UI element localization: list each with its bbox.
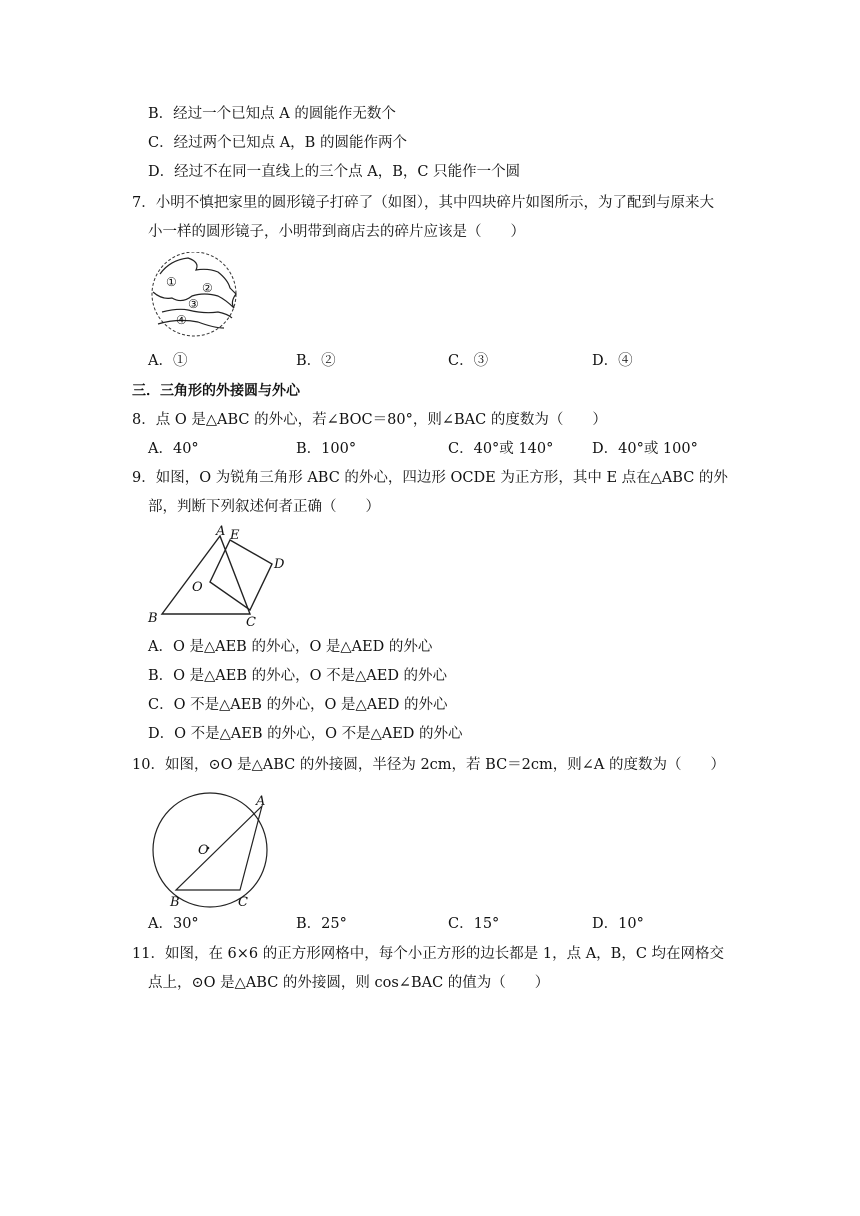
- section-3-title: 三．三角形的外接圆与外心: [132, 383, 300, 399]
- q9-option-c: C．O 不是△AEB 的外心，O 是△AED 的外心: [148, 697, 448, 713]
- q8-option-a: A．40°: [148, 441, 199, 457]
- q9-option-d: D．O 不是△AEB 的外心，O 不是△AED 的外心: [148, 726, 463, 742]
- q10-label-o: O: [198, 843, 209, 858]
- q10-option-c: C．15°: [448, 916, 500, 932]
- q6-option-d: D．经过不在同一直线上的三个点 A，B，C 只能作一个圆: [148, 164, 521, 180]
- q8-option-d: D．40°或 100°: [592, 441, 698, 457]
- q8-option-b: B．100°: [296, 441, 357, 457]
- q10-label-b: B: [170, 895, 180, 910]
- q10-option-a: A．30°: [148, 916, 199, 932]
- q9-stem-line1: 9．如图，O 为锐角三角形 ABC 的外心，四边形 OCDE 为正方形，其中 E 点在△ABC 的外: [132, 470, 728, 486]
- q10-circumcircle-figure: [146, 790, 274, 914]
- q7-piece-2-label: ②: [202, 281, 213, 295]
- q10-options-row: [148, 914, 708, 934]
- q10-label-c: C: [238, 895, 248, 910]
- q11-stem-line2: 点上，⊙O 是△ABC 的外接圆，则 cos∠BAC 的值为（ ）: [148, 975, 550, 991]
- q7-option-a: A．①: [148, 353, 188, 369]
- q7-stem-line1: 7．小明不慎把家里的圆形镜子打碎了（如图），其中四块碎片如图所示，为了配到与原来大: [132, 195, 714, 211]
- q8-options-row: [148, 439, 728, 459]
- q9-label-a: A: [216, 524, 226, 539]
- q8-option-c: C．40°或 140°: [448, 441, 554, 457]
- q7-piece-4-label: ④: [176, 313, 187, 327]
- q9-label-d: D: [274, 557, 285, 572]
- q11-stem-line1: 11．如图，在 6×6 的正方形网格中，每个小正方形的边长都是 1，点 A，B，C 均在网格交: [132, 946, 725, 962]
- q8-stem: 8．点 O 是△ABC 的外心，若∠BOC＝80°，则∠BAC 的度数为（ ）: [132, 412, 607, 428]
- q6-option-c: C．经过两个已知点 A，B 的圆能作两个: [148, 135, 407, 151]
- q9-label-o: O: [192, 580, 203, 595]
- q7-broken-mirror-figure: [148, 252, 242, 338]
- q10-option-b: B．25°: [296, 916, 347, 932]
- q7-piece-3-label: ③: [188, 297, 199, 311]
- q6-option-b: B．经过一个已知点 A 的圆能作无数个: [148, 106, 396, 122]
- q9-label-c: C: [246, 615, 256, 628]
- q10-label-a: A: [256, 794, 266, 809]
- q7-piece-1-label: ①: [166, 275, 177, 289]
- q7-option-d: D．④: [592, 353, 633, 369]
- q10-option-d: D．10°: [592, 916, 644, 932]
- q7-stem-line2: 小一样的圆形镜子，小明带到商店去的碎片应该是（ ）: [148, 224, 525, 240]
- q9-label-b: B: [148, 611, 158, 626]
- q9-stem-line2: 部，判断下列叙述何者正确（ ）: [148, 499, 380, 515]
- q7-options-row: [148, 351, 708, 371]
- q7-option-c: C．③: [448, 353, 489, 369]
- q10-stem: 10．如图，⊙O 是△ABC 的外接圆，半径为 2cm，若 BC＝2cm，则∠A 的度数为（ ）: [132, 757, 726, 773]
- q9-label-e: E: [230, 528, 240, 543]
- q7-option-b: B．②: [296, 353, 336, 369]
- q9-option-b: B．O 是△AEB 的外心，O 不是△AED 的外心: [148, 668, 448, 684]
- q9-option-a: A．O 是△AEB 的外心，O 是△AED 的外心: [148, 639, 433, 655]
- q9-triangle-square-figure: [144, 524, 294, 628]
